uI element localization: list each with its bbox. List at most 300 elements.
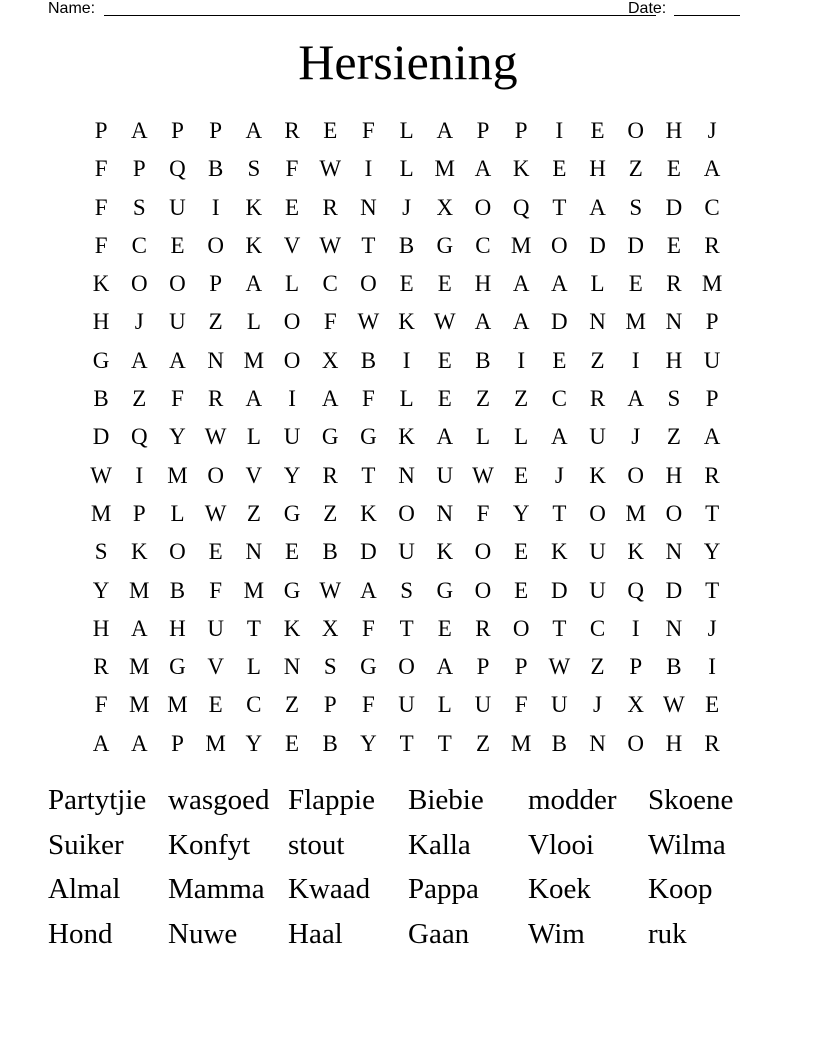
grid-letter: W [548,654,571,680]
grid-letter: F [94,156,108,182]
grid-letter: Y [703,539,721,565]
grid-letter: W [319,232,342,258]
grid-letter: Z [246,500,261,526]
grid-letter: A [474,309,492,335]
grid-letter: G [360,424,377,450]
grid-letter: D [665,194,683,220]
word-list-item: Flappie [288,784,375,816]
word-list-item: Wim [528,917,585,950]
grid-letter: F [362,118,375,143]
grid-letter: R [666,271,682,297]
grid-letter: A [130,730,148,756]
grid-letter: Z [514,386,529,412]
grid-letter: Z [132,386,147,412]
grid-letter: U [589,539,606,565]
grid-letter: V [245,462,263,488]
grid-letter: E [666,156,681,182]
grid-letter: M [510,232,532,258]
grid-letter: J [554,462,564,488]
word-list-item: Hond [48,917,113,950]
grid-letter: R [322,194,338,220]
grid-letter: N [665,615,683,641]
grid-letter: E [552,156,567,182]
word-list-item: Kwaad [288,873,371,906]
grid-letter: A [627,386,645,412]
grid-letter: U [398,539,415,565]
grid-letter: W [472,462,494,488]
grid-letter: F [362,615,375,641]
grid-letter: P [94,118,108,143]
grid-letter: G [169,654,186,680]
grid-letter: H [665,347,683,373]
grid-letter: O [360,271,377,297]
grid-letter: P [705,386,719,412]
grid-letter: N [436,500,454,526]
grid-letter: T [246,615,261,641]
word-list-item: Almal [48,873,121,906]
grid-letter: R [704,232,720,258]
grid-letter: L [399,386,414,412]
grid-letter: U [207,615,224,641]
grid-letter: E [399,271,414,297]
grid-letter: T [361,462,376,488]
grid-letter: K [283,615,301,641]
grid-letter: R [284,118,300,143]
grid-letter: E [552,347,567,373]
grid-letter: N [207,347,224,373]
grid-letter: K [398,309,415,335]
grid-letter: B [322,730,338,756]
grid-letter: M [90,500,112,526]
grid-letter: X [436,194,454,220]
grid-letter: A [551,271,568,297]
grid-letter: G [321,424,339,450]
grid-letter: T [552,194,567,220]
grid-letter: K [551,539,568,565]
grid-letter: O [474,194,492,220]
grid-letter: U [589,577,606,603]
grid-letter: P [514,118,528,143]
grid-letter: B [475,347,491,373]
grid-letter: C [322,271,338,297]
grid-letter: A [130,615,148,641]
grid-letter: G [436,577,454,603]
word-list-item: Vlooi [528,828,595,861]
grid-letter: M [167,462,188,488]
grid-letter: O [207,462,224,488]
grid-letter: P [705,309,719,335]
grid-letter: K [245,232,263,258]
grid-letter: O [627,462,645,488]
grid-letter: R [704,730,720,756]
grid-letter: T [437,730,452,756]
grid-letter: A [703,424,721,450]
word-list-item: Konfyt [168,828,251,861]
grid-letter: P [629,654,643,680]
grid-letter: F [94,194,108,220]
word-list-item: Wilma [648,828,726,861]
grid-letter: M [129,654,150,680]
grid-letter: A [360,577,377,603]
grid-letter: I [211,194,220,220]
grid-letter: K [436,539,454,565]
grid-letter: H [589,156,606,182]
grid-letter: O [589,500,606,526]
word-list-item: Haal [288,917,343,950]
grid-letter: L [514,424,529,450]
grid-letter: B [666,654,682,680]
word-list [48,778,768,956]
grid-letter: L [475,424,490,450]
grid-letter: Y [92,577,110,603]
grid-letter: L [590,271,605,297]
grid-letter: F [285,156,299,182]
grid-letter: F [362,386,375,412]
grid-letter: C [475,232,491,258]
grid-letter: G [436,232,454,258]
grid-letter: N [398,462,415,488]
grid-letter: P [514,654,528,680]
grid-letter: S [132,194,146,220]
word-list-item: Koek [528,873,591,906]
grid-letter: J [134,309,144,335]
grid-letter: G [92,347,110,373]
grid-letter: N [589,309,606,335]
grid-letter: A [130,118,148,143]
grid-letter: O [551,232,568,258]
grid-letter: R [475,615,491,641]
grid-letter: W [204,424,227,450]
grid-letter: J [593,692,602,718]
word-list-item: Koop [648,873,713,906]
grid-letter: P [209,118,223,143]
grid-letter: P [132,156,146,182]
grid-letter: U [436,462,454,488]
grid-letter: E [437,386,452,412]
grid-letter: O [283,347,301,373]
grid-letter: R [93,654,109,680]
word-list-item: Biebie [408,784,484,816]
date-field-line [674,15,740,16]
grid-letter: O [627,118,645,143]
grid-letter: I [555,118,564,143]
grid-letter: T [361,232,376,258]
grid-letter: U [703,347,721,373]
grid-letter: N [360,194,377,220]
word-list-item: modder [528,784,617,816]
grid-letter: W [319,156,342,182]
name-field-line [104,15,656,16]
grid-letter: L [399,118,414,143]
grid-letter: F [171,386,184,412]
grid-letter: W [90,462,112,488]
grid-letter: A [512,271,530,297]
grid-letter: S [94,539,108,565]
grid-letter: M [625,309,646,335]
grid-letter: I [631,347,640,373]
word-list-item: Kalla [408,828,471,861]
grid-letter: P [209,271,223,297]
grid-letter: O [474,539,492,565]
date-label: Date: [628,0,667,17]
grid-letter: B [207,156,224,182]
grid-letter: K [360,500,377,526]
grid-letter: R [704,462,720,488]
grid-letter: O [169,539,186,565]
grid-letter: Z [475,386,490,412]
grid-letter: B [360,347,377,373]
grid-letter: L [285,271,300,297]
grid-letter: H [665,118,683,143]
grid-letter: K [398,424,415,450]
grid-letter: H [92,309,110,335]
grid-letter: U [169,194,186,220]
grid-letter: J [402,194,412,220]
grid-letter: G [283,500,301,526]
grid-letter: Z [208,309,223,335]
grid-letter: E [437,615,452,641]
grid-letter: A [92,730,110,756]
grid-letter: M [243,347,265,373]
grid-letter: O [512,615,530,641]
grid-letter: I [402,347,411,373]
grid-letter: A [245,271,263,297]
grid-letter: B [93,386,109,412]
grid-letter: F [323,309,337,335]
grid-letter: K [589,462,606,488]
word-list-item: Skoene [648,784,734,816]
grid-letter: E [590,118,605,143]
grid-letter: P [476,654,490,680]
grid-letter: E [170,232,185,258]
grid-letter: D [589,232,606,258]
grid-letter: A [436,654,454,680]
grid-letter: O [283,309,301,335]
grid-letter: D [665,577,683,603]
grid-letter: E [285,539,300,565]
grid-letter: Z [590,654,605,680]
grid-letter: R [589,386,606,412]
grid-letter: H [92,615,110,641]
grid-letter: C [589,615,606,641]
grid-letter: N [245,539,263,565]
grid-letter: X [321,615,339,641]
grid-letter: S [667,386,681,412]
grid-letter: H [665,462,683,488]
grid-letter: A [321,386,339,412]
grid-letter: F [94,692,108,718]
grid-letter: M [510,730,532,756]
grid-letter: T [705,500,720,526]
grid-letter: B [398,232,415,258]
grid-letter: F [476,500,490,526]
grid-letter: M [625,500,646,526]
grid-letter: U [398,692,415,718]
word-list-item: ruk [648,917,687,950]
grid-letter: M [167,692,188,718]
grid-letter: Q [627,577,645,603]
grid-letter: U [169,309,186,335]
grid-letter: A [551,424,568,450]
grid-letter: M [434,156,455,182]
grid-letter: L [246,654,261,680]
grid-letter: A [474,156,492,182]
grid-letter: U [551,692,568,718]
grid-letter: C [246,692,262,718]
word-list-item: Nuwe [168,917,238,950]
grid-letter: L [437,692,452,718]
grid-letter: M [243,577,265,603]
grid-letter: D [551,309,568,335]
grid-letter: S [400,577,413,603]
grid-letter: A [169,347,186,373]
grid-letter: W [433,309,456,335]
word-list-item: Suiker [48,828,124,861]
grid-letter: M [129,577,150,603]
grid-letter: E [208,539,223,565]
grid-letter: U [474,692,492,718]
grid-letter: D [360,539,377,565]
grid-letter: P [323,692,337,718]
word-list-item: wasgoed [168,784,270,816]
grid-letter: I [631,615,640,641]
grid-letter: F [362,692,375,718]
grid-letter: R [322,462,338,488]
grid-letter: L [246,309,261,335]
grid-letter: Q [169,156,186,182]
grid-letter: N [665,539,683,565]
grid-letter: G [283,577,301,603]
grid-letter: J [631,424,641,450]
grid-letter: F [94,232,108,258]
grid-letter: N [283,654,301,680]
grid-letter: C [131,232,147,258]
grid-letter: Z [590,347,605,373]
grid-letter: E [323,118,338,143]
grid-letter: A [512,309,530,335]
grid-letter: E [285,730,300,756]
grid-letter: H [474,271,492,297]
grid-letter: E [705,692,720,718]
grid-letter: Y [245,730,263,756]
grid-letter: N [589,730,606,756]
grid-letter: O [130,271,148,297]
header [48,0,748,22]
grid-letter: B [322,539,338,565]
grid-letter: Y [360,730,377,756]
grid-letter: Z [323,500,338,526]
grid-letter: T [399,615,414,641]
grid-letter: A [245,386,263,412]
grid-letter: W [204,500,227,526]
grid-letter: A [436,118,454,143]
grid-letter: Z [285,692,300,718]
grid-letter: Y [169,424,186,450]
grid-letter: K [245,194,263,220]
grid-letter: F [209,577,223,603]
grid-letter: E [285,194,300,220]
grid-letter: W [663,692,685,718]
word-list-item: Mamma [168,873,265,906]
grid-letter: Z [475,730,490,756]
grid-letter: A [589,194,606,220]
grid-letter: O [398,500,415,526]
grid-letter: O [627,730,645,756]
grid-letter: L [246,424,261,450]
word-list-item: Pappa [408,873,479,906]
grid-letter: H [665,730,683,756]
grid-letter: P [476,118,490,143]
grid-letter: E [514,539,529,565]
grid-letter: O [398,654,415,680]
grid-letter: P [132,500,146,526]
word-list-item: stout [288,828,345,861]
grid-letter: N [665,309,683,335]
grid-letter: E [514,577,529,603]
grid-letter: E [514,462,529,488]
name-label: Name: [48,0,96,17]
grid-letter: U [589,424,606,450]
grid-letter: M [701,271,723,297]
grid-letter: X [321,347,339,373]
grid-letter: E [208,692,223,718]
grid-letter: J [707,615,717,641]
grid-letter: D [627,232,645,258]
grid-letter: Z [666,424,681,450]
grid-letter: K [130,539,148,565]
grid-letter: P [171,730,184,756]
grid-letter: S [629,194,643,220]
grid-letter: W [319,577,342,603]
grid-letter: B [169,577,186,603]
grid-letter: O [474,577,492,603]
grid-letter: G [360,654,377,680]
grid-letter: O [207,232,224,258]
grid-letter: I [364,156,373,182]
grid-letter: E [628,271,643,297]
grid-letter: C [551,386,568,412]
grid-letter: R [207,386,224,412]
grid-letter: E [437,271,452,297]
grid-letter: A [436,424,454,450]
grid-letter: A [245,118,263,143]
grid-letter: T [705,577,720,603]
grid-letter: X [627,692,645,718]
grid-letter: J [707,118,717,143]
grid-letter: V [283,232,301,258]
grid-letter: Y [512,500,530,526]
grid-letter: I [708,654,716,680]
word-list-item: Partytjie [48,784,147,816]
grid-letter: L [170,500,185,526]
grid-letter: K [92,271,110,297]
grid-letter: U [283,424,301,450]
word-list-item: Gaan [408,917,470,950]
grid-letter: A [130,347,148,373]
grid-letter: Z [628,156,643,182]
grid-letter: T [552,615,567,641]
grid-letter: B [551,730,568,756]
grid-letter: K [627,539,645,565]
grid-letter: E [666,232,681,258]
grid-letter: V [207,654,224,680]
grid-letter: O [665,500,683,526]
grid-letter: S [247,156,261,182]
grid-letter: W [357,309,380,335]
grid-letter: I [135,462,144,488]
grid-letter: H [169,615,186,641]
grid-letter: O [169,271,186,297]
